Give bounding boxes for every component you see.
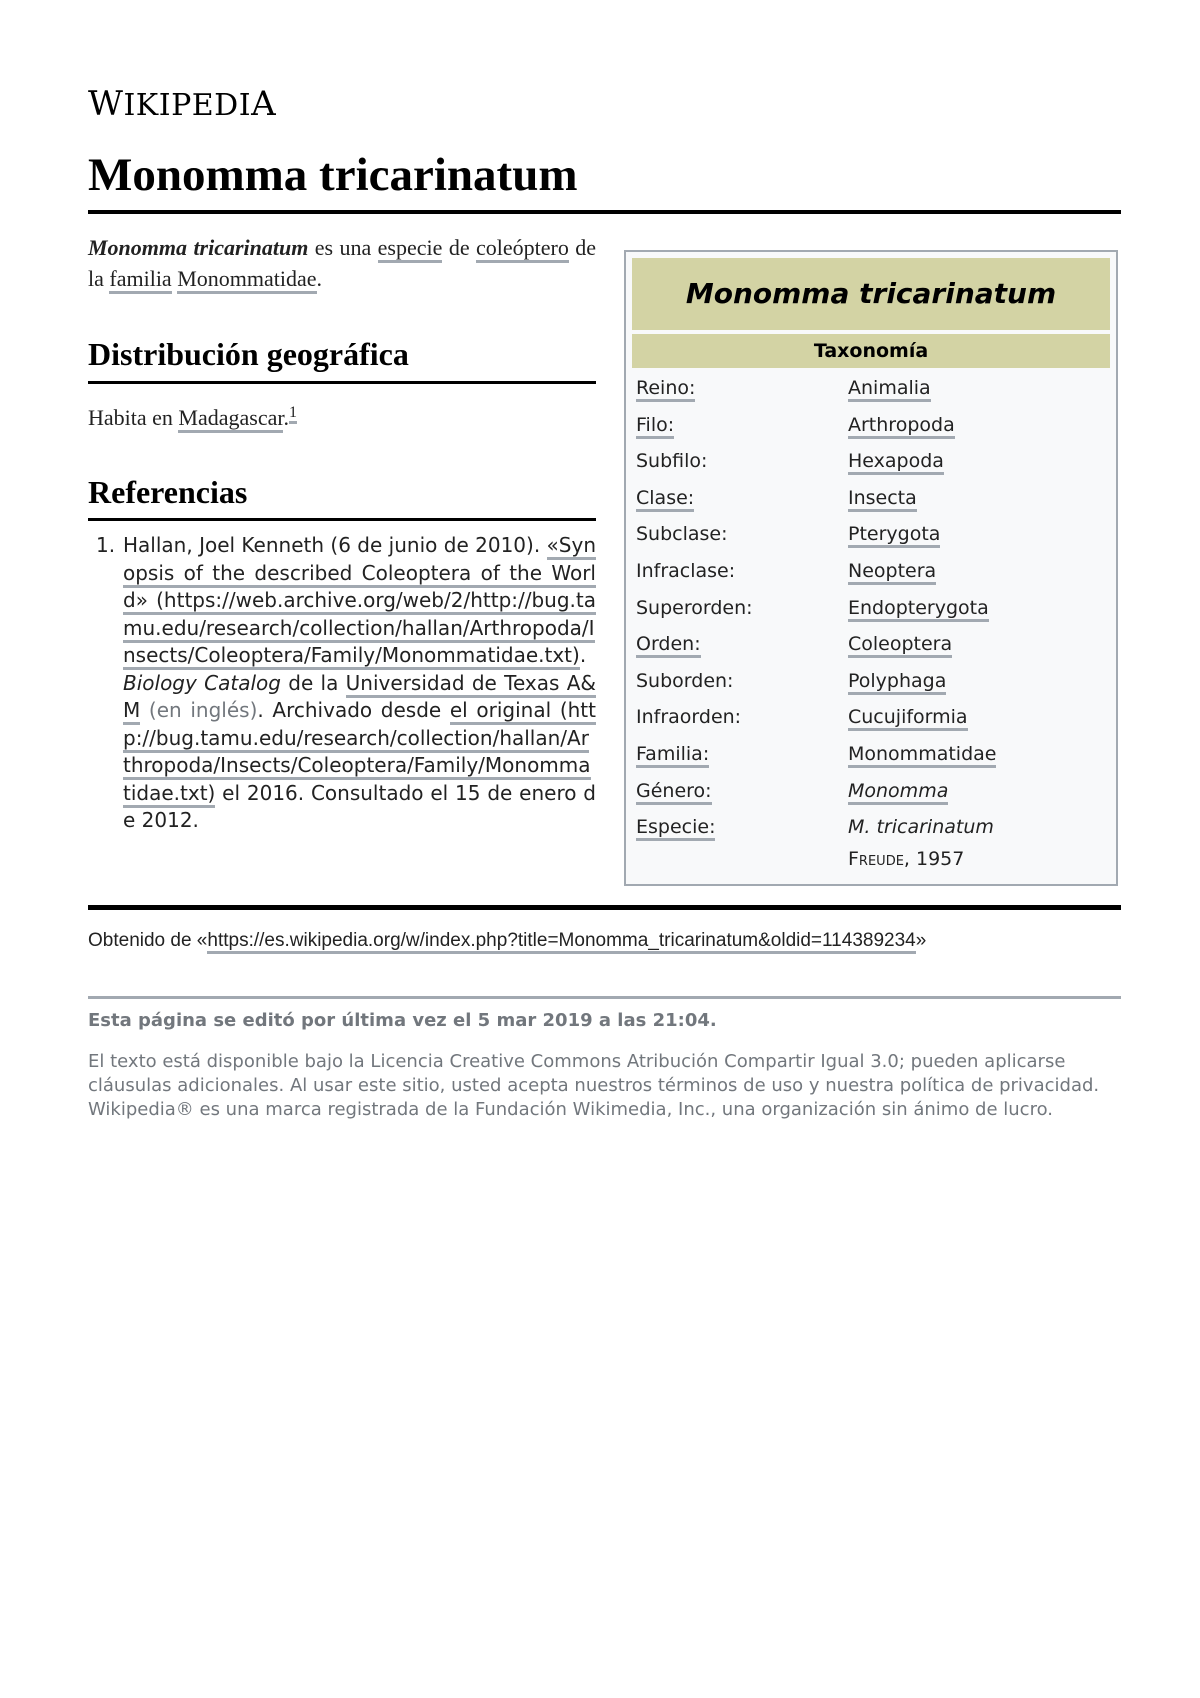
footer-divider <box>88 996 1121 999</box>
intro-paragraph <box>88 232 596 294</box>
taxobox-value <box>848 407 955 443</box>
taxobox-rows <box>636 370 1106 846</box>
taxobox-rank <box>636 370 695 406</box>
taxobox-row <box>636 370 1106 407</box>
heading-referencias: Referencias <box>88 472 596 521</box>
taxobox-value <box>848 699 968 735</box>
intro-word: de <box>448 235 470 260</box>
reference-mark[interactable]: 1 <box>289 404 297 424</box>
last-edited: Esta página se editó por última vez el 5 mar 2019 a las 21:04. <box>88 1010 717 1031</box>
reference-original-link[interactable]: el original (http://bug.tamu.edu/research/collection/hallan/Arthropoda/Insects/Coleoptera/Family/Monommatidae.txt) <box>123 698 596 808</box>
taxobox-row <box>636 407 1106 444</box>
taxobox-rank <box>636 626 701 662</box>
intro-text: de la <box>88 235 597 291</box>
taxobox-value <box>848 443 944 479</box>
taxobox-rank: Subclase: <box>636 523 728 546</box>
reference-title-link[interactable]: «Synopsis of the described Coleoptera of the World» (https://web.archive.org/web/2/http://bug.tamu.edu/research/collection/hallan/Arthropoda/Insects/Coleoptera/Family/Monommatidae.txt) <box>123 533 596 670</box>
license-line: Wikipedia® es una marca registrada de la Fundación Wikimedia, Inc., una organización sin ánimo de lucro. <box>88 1099 1054 1120</box>
taxobox-value: M. tricarinatum <box>848 816 994 839</box>
link-coleoptero[interactable]: coleóptero <box>476 235 569 263</box>
reference-text: de la <box>280 670 346 695</box>
taxobox-value <box>848 736 996 772</box>
taxobox-rank <box>636 736 709 772</box>
article-intro <box>88 232 596 294</box>
taxobox-row <box>636 443 1106 480</box>
intro-period: . <box>316 266 323 291</box>
taxobox-row <box>636 773 1106 810</box>
taxobox-value-link[interactable]: Arthropoda <box>848 414 955 439</box>
taxobox-value-link[interactable]: Monomma <box>848 780 948 805</box>
taxobox-value-link[interactable]: Polyphaga <box>848 670 946 695</box>
reference-archived-pre: . Archivado desde <box>257 698 450 722</box>
taxobox-value <box>848 480 917 516</box>
taxobox-row <box>636 809 1106 846</box>
taxobox-rank-link[interactable]: Orden: <box>636 633 701 658</box>
taxobox-title: Monomma tricarinatum <box>632 258 1110 330</box>
content-divider <box>88 905 1121 910</box>
taxobox-value <box>848 663 946 699</box>
taxobox-rank <box>636 809 715 845</box>
taxobox-value-link[interactable]: Hexapoda <box>848 450 944 475</box>
reference-separator: . <box>579 643 587 667</box>
taxobox-value <box>848 590 989 626</box>
taxobox-rank: Superorden: <box>636 596 753 619</box>
license-text <box>88 1050 1121 1122</box>
link-monommatidae[interactable]: Monommatidae <box>177 266 316 294</box>
taxobox-value-link[interactable]: Neoptera <box>848 560 936 585</box>
taxobox-rank: Subfilo: <box>636 450 708 473</box>
taxobox-rank-link[interactable]: Familia: <box>636 743 709 768</box>
taxobox-row <box>636 480 1106 517</box>
distribution-text <box>88 404 297 431</box>
taxobox-value-link[interactable]: Coleoptera <box>848 633 952 658</box>
taxobox-row <box>636 590 1106 627</box>
taxobox-rank <box>636 480 694 516</box>
taxobox-rank: Suborden: <box>636 669 734 692</box>
taxobox-value <box>848 370 931 406</box>
heading-distribucion: Distribución geográfica <box>88 333 596 384</box>
distribution-period: . <box>283 405 289 430</box>
taxobox-value-link[interactable]: Pterygota <box>848 523 940 548</box>
wikipedia-logo[interactable] <box>88 84 276 124</box>
intro-word: una <box>339 235 372 260</box>
taxobox-rank-link[interactable]: Género: <box>636 780 712 805</box>
page-title: Monomma tricarinatum <box>88 140 1121 214</box>
taxobox-row <box>636 736 1106 773</box>
reference-archived-post: el 2016. Consultado el 15 de enero de 2012. <box>123 780 596 832</box>
distribution-prefix: Habita en <box>88 405 179 430</box>
taxobox-rank <box>636 773 712 809</box>
intro-word: es <box>314 235 334 260</box>
taxobox-rank: Infraorden: <box>636 706 742 729</box>
taxobox-rank <box>636 407 674 443</box>
retrieved-prefix: Obtenido de « <box>88 930 208 951</box>
taxobox-value <box>848 553 936 589</box>
taxobox-section-header: Taxonomía <box>632 334 1110 368</box>
taxobox-row <box>636 516 1106 553</box>
reference-number: 1. <box>96 533 116 557</box>
reference-publisher-link[interactable]: Universidad de Texas A&M <box>123 671 596 726</box>
reference-authors: Hallan, Joel Kenneth (6 de junio de 2010). <box>123 533 547 557</box>
taxobox-row <box>636 663 1106 700</box>
taxobox-rank: Infraclase: <box>636 559 736 582</box>
retrieved-from <box>88 930 926 952</box>
taxobox-rank-link[interactable]: Especie: <box>636 816 715 841</box>
taxobox-value <box>848 626 952 662</box>
taxobox <box>624 250 1118 886</box>
taxobox-author: Freude <box>848 848 904 870</box>
retrieved-suffix: » <box>915 930 927 951</box>
intro-genus: Monomma <box>88 235 188 260</box>
logo-letter-first: W <box>88 84 124 124</box>
taxobox-row <box>636 626 1106 663</box>
logo-letter-last: A <box>251 84 277 124</box>
link-familia[interactable]: familia <box>109 266 171 294</box>
logo-letters-mid: IKIPEDI <box>123 88 252 123</box>
taxobox-authority <box>848 848 964 870</box>
link-especie[interactable]: especie <box>378 235 443 263</box>
reference-journal: Biology Catalog <box>123 670 281 695</box>
intro-species: tricarinatum <box>193 235 309 260</box>
taxobox-value-link[interactable]: Animalia <box>848 377 931 402</box>
reference-item <box>123 532 596 835</box>
taxobox-value <box>848 516 940 552</box>
taxobox-rank-link[interactable]: Filo: <box>636 414 674 439</box>
license-line: El texto está disponible bajo la Licencia Creative Commons Atribución Compartir Igual 3.0; pueden aplicarse <box>88 1051 1066 1072</box>
permanent-link[interactable]: https://es.wikipedia.org/w/index.php?title=Monomma_tricarinatum&oldid=114389234 <box>207 930 915 954</box>
link-madagascar[interactable]: Madagascar <box>178 405 283 433</box>
taxobox-value-link[interactable]: Cucujiformia <box>848 706 968 731</box>
taxobox-row <box>636 553 1106 590</box>
taxobox-value-link[interactable]: Insecta <box>848 487 917 512</box>
taxobox-value-link[interactable]: Endopterygota <box>848 597 989 622</box>
taxobox-value-link[interactable]: Monommatidae <box>848 743 996 768</box>
taxobox-rank-link[interactable]: Reino: <box>636 377 695 402</box>
license-line: cláusulas adicionales. Al usar este sitio, usted acepta nuestros términos de uso y nuestra política de privacidad. <box>88 1075 1100 1096</box>
taxobox-row <box>636 699 1106 736</box>
taxobox-rank-link[interactable]: Clase: <box>636 487 694 512</box>
taxobox-year: , 1957 <box>903 848 965 870</box>
reference-language: (en inglés) <box>140 698 258 722</box>
taxobox-value <box>848 773 948 809</box>
